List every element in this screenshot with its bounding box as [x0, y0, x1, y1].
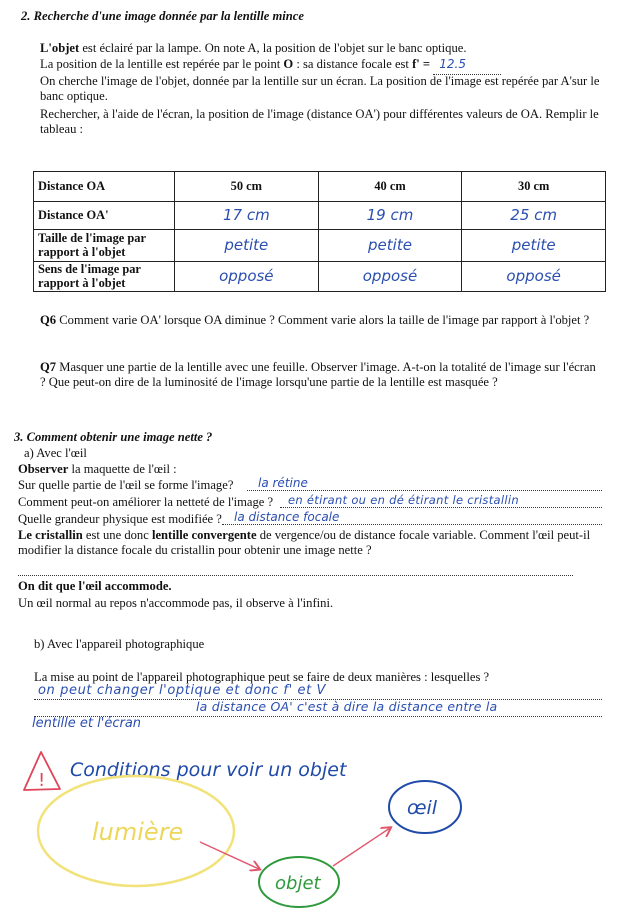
q7-text: Masquer une partie de la lentille avec une feuille. Observer l'image. A-t-on la totalité de l'image sur l'écran ? Que peut-on dire de la luminosité de l'image lorsqu'une partie de la lentille est masquée ? — [40, 360, 596, 390]
lens-point: O — [283, 57, 294, 71]
camera-answer-2: la distance OA' c'est à dire la distance entre la — [196, 699, 498, 714]
paragraph-image: On cherche l'image de l'objet, donnée par la lentille sur un écran. La position de l'image est repérée par A'sur le banc optique. — [40, 74, 600, 104]
subsection-b-title: b) Avec l'appareil photographique — [34, 637, 205, 651]
answer-cell[interactable]: opposé — [462, 262, 606, 292]
arrow-object-to-eye — [333, 828, 390, 866]
section-3-title: 3. Comment obtenir une image nette ? — [14, 430, 213, 444]
answer-cell[interactable]: petite — [175, 230, 319, 262]
question-quantity: Quelle grandeur physique est modifiée ? — [18, 512, 222, 526]
table-header-label: Distance OA — [34, 172, 175, 202]
q7-label: Q7 — [40, 360, 57, 374]
question-where: Sur quelle partie de l'œil se forme l'image? — [18, 478, 234, 492]
warning-icon: ! — [38, 770, 46, 791]
observe-term: Observer — [18, 462, 69, 476]
convergent-term: lentille convergente — [151, 528, 257, 542]
row-label: Distance OA' — [34, 202, 175, 230]
answer-cell[interactable]: opposé — [175, 262, 319, 292]
row-label: Sens de l'image par rapport à l'objet — [34, 262, 175, 292]
paragraph-instructions: Rechercher, à l'aide de l'écran, la position de l'image (distance OA') pour différentes valeurs de OA. Remplir le tableau : — [40, 107, 599, 137]
camera-answer-3: lentille et l'écran — [32, 716, 142, 731]
sketch-title: Conditions pour voir un objet — [70, 759, 347, 781]
question-improve: Comment peut-on améliorer la netteté de l'image ? — [18, 495, 274, 509]
answer-cell[interactable]: 19 cm — [318, 202, 462, 230]
subsection-a-title: a) Avec l'œil — [24, 446, 87, 460]
q6-text: Comment varie OA' lorsque OA diminue ? Comment varie alors la taille de l'image par rapport à l'objet ? — [56, 313, 590, 327]
answer-cell[interactable]: petite — [462, 230, 606, 262]
focal-value: 12.5 — [439, 57, 466, 71]
light-label: lumière — [92, 818, 184, 846]
accommodation-note: On dit que l'œil accommode. — [18, 579, 172, 593]
cristallin-question: de vergence/ou de distance focale variable. Comment l'œil peut-il modifier la distance focale du cristallin pour obtenir une image nette ? — [18, 528, 591, 558]
table-header-cell: 30 cm — [462, 172, 606, 202]
lens-text: La position de la lentille est repérée par le point — [40, 57, 284, 71]
answer-where: la rétine — [258, 476, 308, 490]
cristallin-term: Le cristallin — [18, 528, 83, 542]
lens-text-2: : sa distance focale est — [293, 57, 413, 71]
observe-text: la maquette de l'œil : — [68, 462, 177, 476]
answer-cell[interactable]: opposé — [318, 262, 462, 292]
normal-eye-note: Un œil normal au repos n'accommode pas, il observe à l'infini. — [18, 596, 334, 610]
answer-quantity: la distance focale — [234, 510, 340, 524]
answer-improve: en étirant ou en dé étirant le cristallin — [288, 493, 519, 507]
table-header-cell: 50 cm — [175, 172, 319, 202]
answer-cell[interactable]: 25 cm — [462, 202, 606, 230]
camera-answer-1: on peut changer l'optique et donc f' et V — [38, 683, 327, 698]
section-2-title: 2. Recherche d'une image donnée par la lentille mince — [21, 9, 304, 23]
table-header-cell: 40 cm — [318, 172, 462, 202]
q6-label: Q6 — [40, 313, 57, 327]
eye-label: œil — [407, 797, 438, 819]
answer-cell[interactable]: 17 cm — [175, 202, 319, 230]
cristallin-text: est une donc — [82, 528, 152, 542]
row-label: Taille de l'image par rapport à l'objet — [34, 230, 175, 262]
object-sentence: est éclairé par la lampe. On note A, la position de l'objet sur le banc optique. — [79, 41, 467, 55]
object-label: objet — [275, 873, 321, 894]
camera-question: La mise au point de l'appareil photographique peut se faire de deux manières : lesquelles ? — [34, 670, 490, 684]
object-term: L'objet — [40, 41, 80, 55]
answer-cell[interactable]: petite — [318, 230, 462, 262]
focal-symbol: f' = — [412, 57, 434, 71]
